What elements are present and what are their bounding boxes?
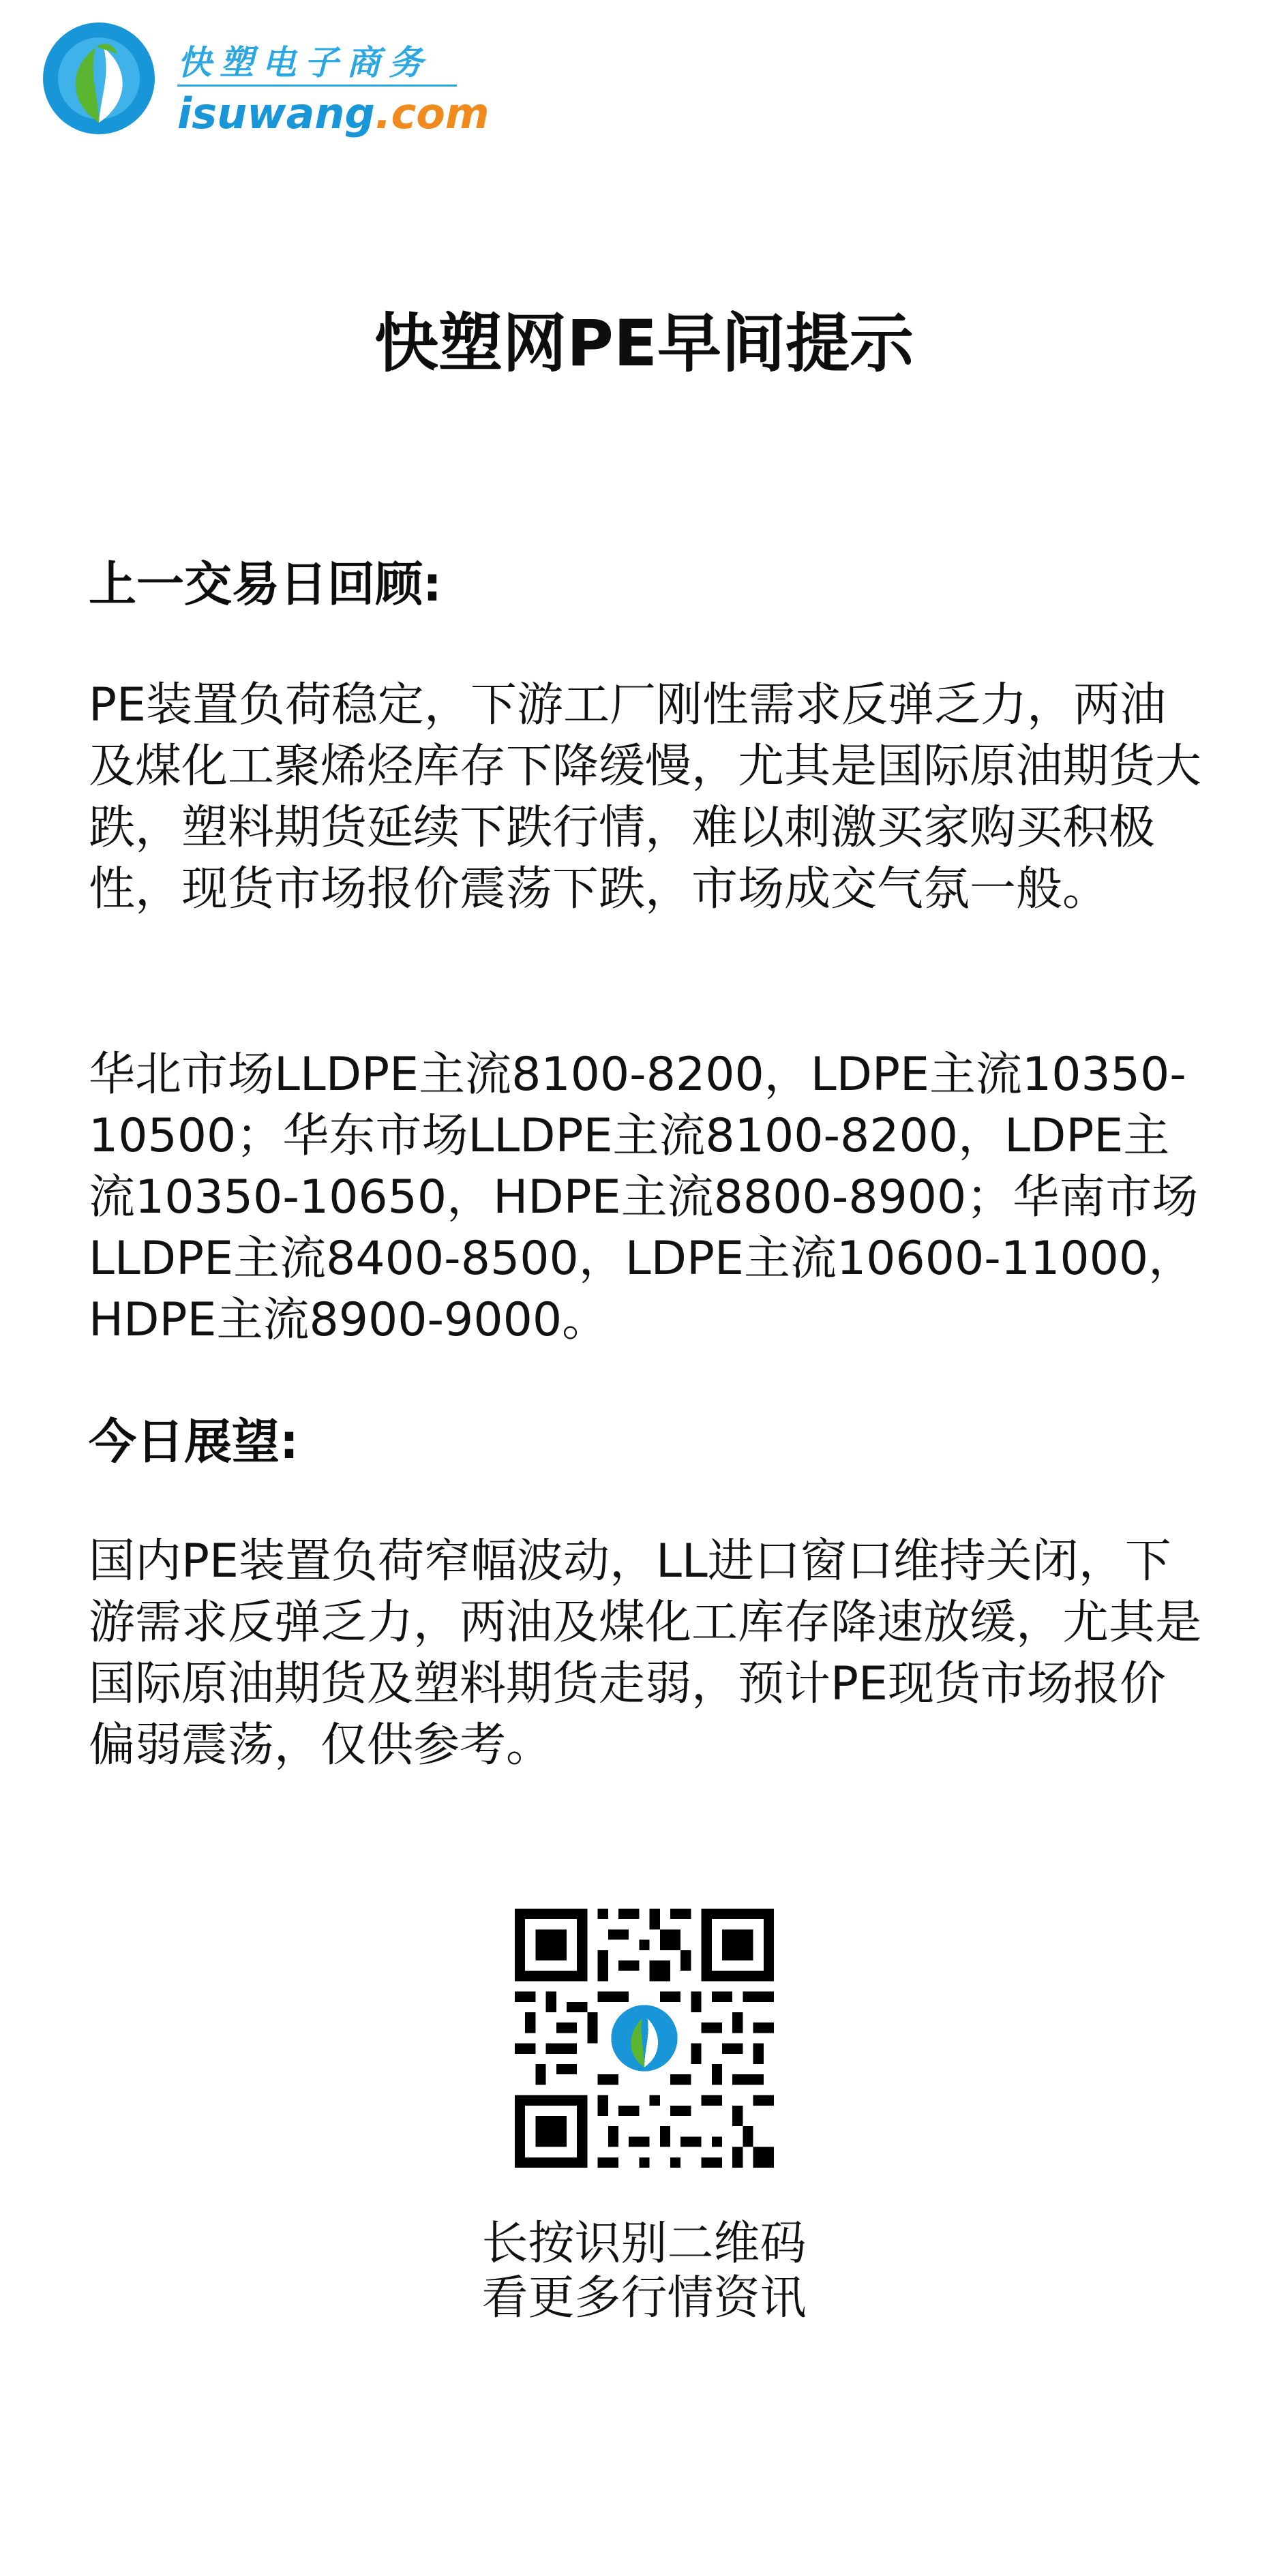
brand-domain-main: isuwang (177, 89, 375, 138)
review-heading: 上一交易日回顾: (89, 556, 442, 612)
qr-code-icon[interactable] (515, 1909, 774, 2168)
review-paragraph-1: PE装置负荷稳定，下游工厂刚性需求反弹乏力，两油及煤化工聚烯烃库存下降缓慢，尤其是国际原油期货大跌，塑料期货延续下跌行情，难以刺激买家购买积极性，现货市场报价震荡下跌，市场成交气氛一般。 (89, 678, 1202, 916)
isuwang-logo-icon (41, 20, 157, 136)
page-title: 快塑网PE早间提示 (374, 307, 914, 381)
qr-caption-line-2: 看更多行情资讯 (481, 2271, 807, 2325)
qr-caption-line-1: 长按识别二维码 (481, 2217, 807, 2271)
review-paragraph-2: 华北市场LLDPE主流8100-8200，LDPE主流10350-10500；华东市场LLDPE主流8100-8200，LDPE主流10350-10650，HDPE主流8800-8900；华南市场LLDPE主流8400-8500，LDPE主流10600-11000，HDPE主流8900-9000。 (89, 1048, 1199, 1347)
outlook-heading: 今日展望: (89, 1414, 299, 1470)
brand-domain (177, 89, 489, 138)
brand-logo (41, 20, 490, 140)
brand-name-cn: 快塑电子商务 (177, 43, 431, 82)
brand-domain-tld: .com (374, 89, 490, 138)
outlook-paragraph: 国内PE装置负荷窄幅波动，LL进口窗口维持关闭，下游需求反弹乏力，两油及煤化工库存降速放缓，尤其是国际原油期货及塑料期货走弱，预计PE现货市场报价偏弱震荡，仅供参考。 (89, 1534, 1202, 1772)
brand-divider (177, 85, 457, 87)
